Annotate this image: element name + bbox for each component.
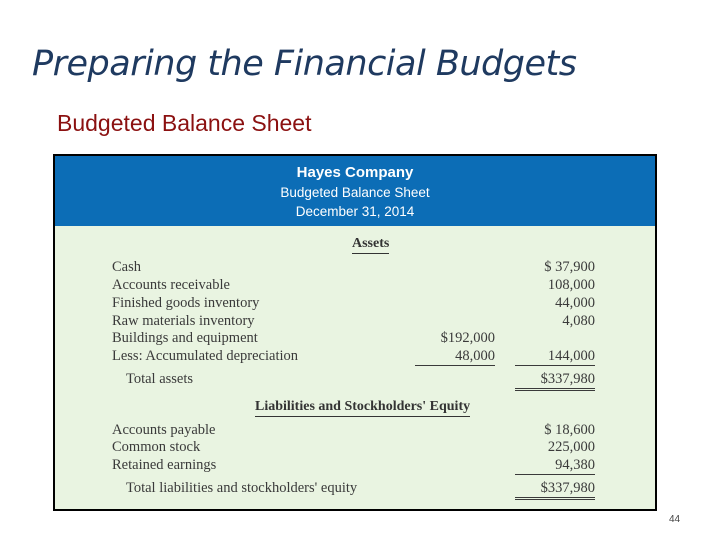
line-label-accounts-payable: Accounts payable <box>112 422 216 438</box>
amount-accumulated-depreciation: 48,000 <box>415 348 495 366</box>
amount-buildings-equipment: $192,000 <box>440 330 495 346</box>
total-liabilities-equity-value: $337,980 <box>515 480 595 500</box>
company-name: Hayes Company <box>296 164 414 181</box>
total-assets-value: $337,980 <box>515 371 595 391</box>
amount-common-stock: 225,000 <box>547 439 595 455</box>
amount-accounts-payable: $ 18,600 <box>544 422 595 438</box>
line-label-cash: Cash <box>112 259 141 275</box>
line-label-raw-materials: Raw materials inventory <box>112 313 255 329</box>
line-label-retained-earnings: Retained earnings <box>112 457 217 473</box>
amount-retained-earnings: 94,380 <box>515 457 595 475</box>
amount-cash: $ 37,900 <box>544 259 595 275</box>
statement-header <box>55 156 655 226</box>
balance-sheet-image <box>53 154 657 511</box>
amount-accounts-receivable: 108,000 <box>547 277 595 293</box>
assets-heading: Assets <box>352 236 389 254</box>
line-label-buildings-equipment: Buildings and equipment <box>112 330 258 346</box>
amount-finished-goods: 44,000 <box>555 295 595 311</box>
line-label-accounts-receivable: Accounts receivable <box>112 277 230 293</box>
liabilities-heading: Liabilities and Stockholders' Equity <box>255 399 470 417</box>
line-label-common-stock: Common stock <box>112 439 201 455</box>
statement-date: December 31, 2014 <box>295 204 415 219</box>
total-assets-label: Total assets <box>126 371 194 387</box>
page-number: 44 <box>669 514 681 525</box>
slide-subtitle: Budgeted Balance Sheet <box>57 110 312 136</box>
total-liabilities-equity-label: Total liabilities and stockholders' equity <box>126 480 358 496</box>
line-label-accumulated-depreciation: Less: Accumulated depreciation <box>112 348 299 364</box>
line-label-finished-goods: Finished goods inventory <box>112 295 260 311</box>
slide-title: Preparing the Financial Budgets <box>32 44 577 84</box>
statement-name: Budgeted Balance Sheet <box>280 185 430 200</box>
amount-raw-materials: 4,080 <box>562 313 595 329</box>
amount-net-buildings: 144,000 <box>515 348 595 366</box>
